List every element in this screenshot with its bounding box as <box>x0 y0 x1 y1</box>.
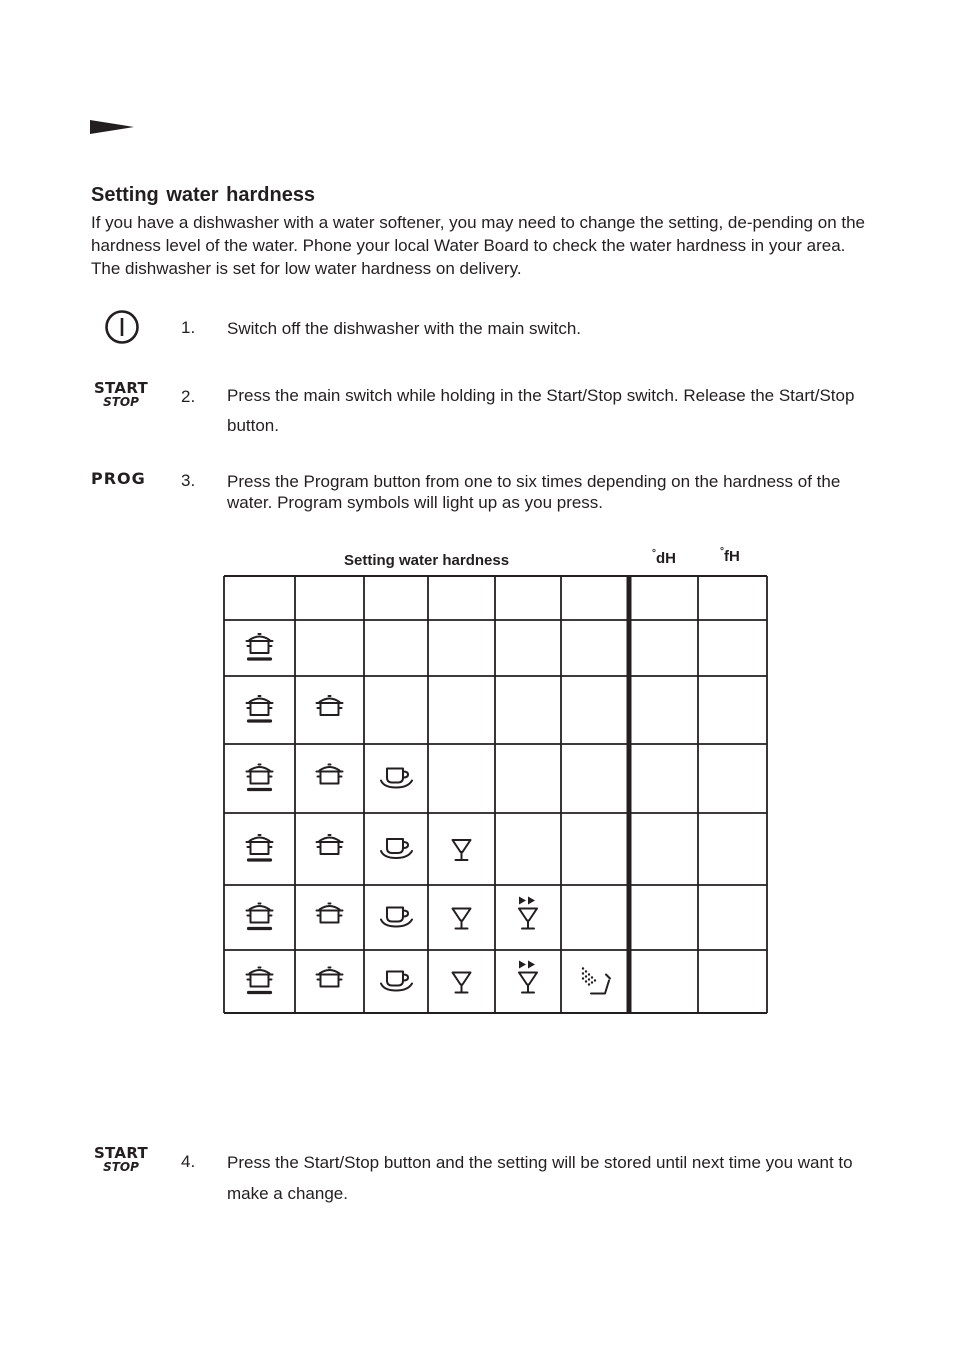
glass-icon <box>453 840 471 860</box>
step-3-number: 3. <box>181 471 196 490</box>
step-1-number: 1. <box>181 318 196 337</box>
step-1-text: Switch off the dishwasher with the main switch. <box>227 319 582 338</box>
start-label-2: START <box>93 1144 149 1162</box>
quick-glass-icon <box>519 961 537 993</box>
section-title: Setting water hardness <box>91 184 316 206</box>
intensive-pot-icon <box>247 765 273 790</box>
normal-pot-icon <box>317 765 343 784</box>
intensive-pot-icon <box>247 634 273 659</box>
cup-plate-icon <box>381 908 412 927</box>
unit-dh-header: °dH <box>652 548 676 567</box>
intensive-pot-icon <box>247 968 273 993</box>
quick-glass-icon <box>519 897 537 929</box>
stop-label-2: STOP <box>103 1160 139 1174</box>
intensive-pot-icon <box>247 696 273 721</box>
intro-paragraph: If you have a dishwasher with a water softener, you may need to change the setting, de-pending on the hardness level of the water. Phone your local Water Board to check the water hardness in your area. The dishwasher is set for low water hardness on delivery. <box>91 213 865 278</box>
normal-pot-icon <box>317 696 343 715</box>
unit-fh-header: °fH <box>720 546 740 565</box>
start-label: START <box>93 379 149 397</box>
step-2-number: 2. <box>181 387 196 406</box>
intensive-pot-icon <box>247 835 273 860</box>
step-4-text: Press the Start/Stop button and the setting will be stored until next time you want to make a change. <box>227 1153 853 1203</box>
normal-pot-icon <box>317 968 343 987</box>
rinse-spray-icon <box>582 967 610 993</box>
table-title: Setting water hardness <box>344 552 510 569</box>
step-3-text: Press the Program button from one to six times depending on the hardness of the water. Program symbols will light up as you press. <box>227 472 841 512</box>
normal-pot-icon <box>317 904 343 923</box>
cup-plate-icon <box>381 839 412 858</box>
intensive-pot-icon <box>247 904 273 929</box>
stop-label: STOP <box>103 395 139 409</box>
step-2-text: Press the main switch while holding in the Start/Stop switch. Release the Start/Stop button. <box>227 386 855 435</box>
glass-icon <box>453 973 471 993</box>
cup-plate-icon <box>381 769 412 788</box>
normal-pot-icon <box>317 835 343 854</box>
start-stop-label-2 <box>91 1145 151 1174</box>
prog-label: PROG <box>91 469 146 488</box>
glass-icon <box>453 909 471 929</box>
step-4-number: 4. <box>181 1152 196 1171</box>
cup-plate-icon <box>381 972 412 991</box>
